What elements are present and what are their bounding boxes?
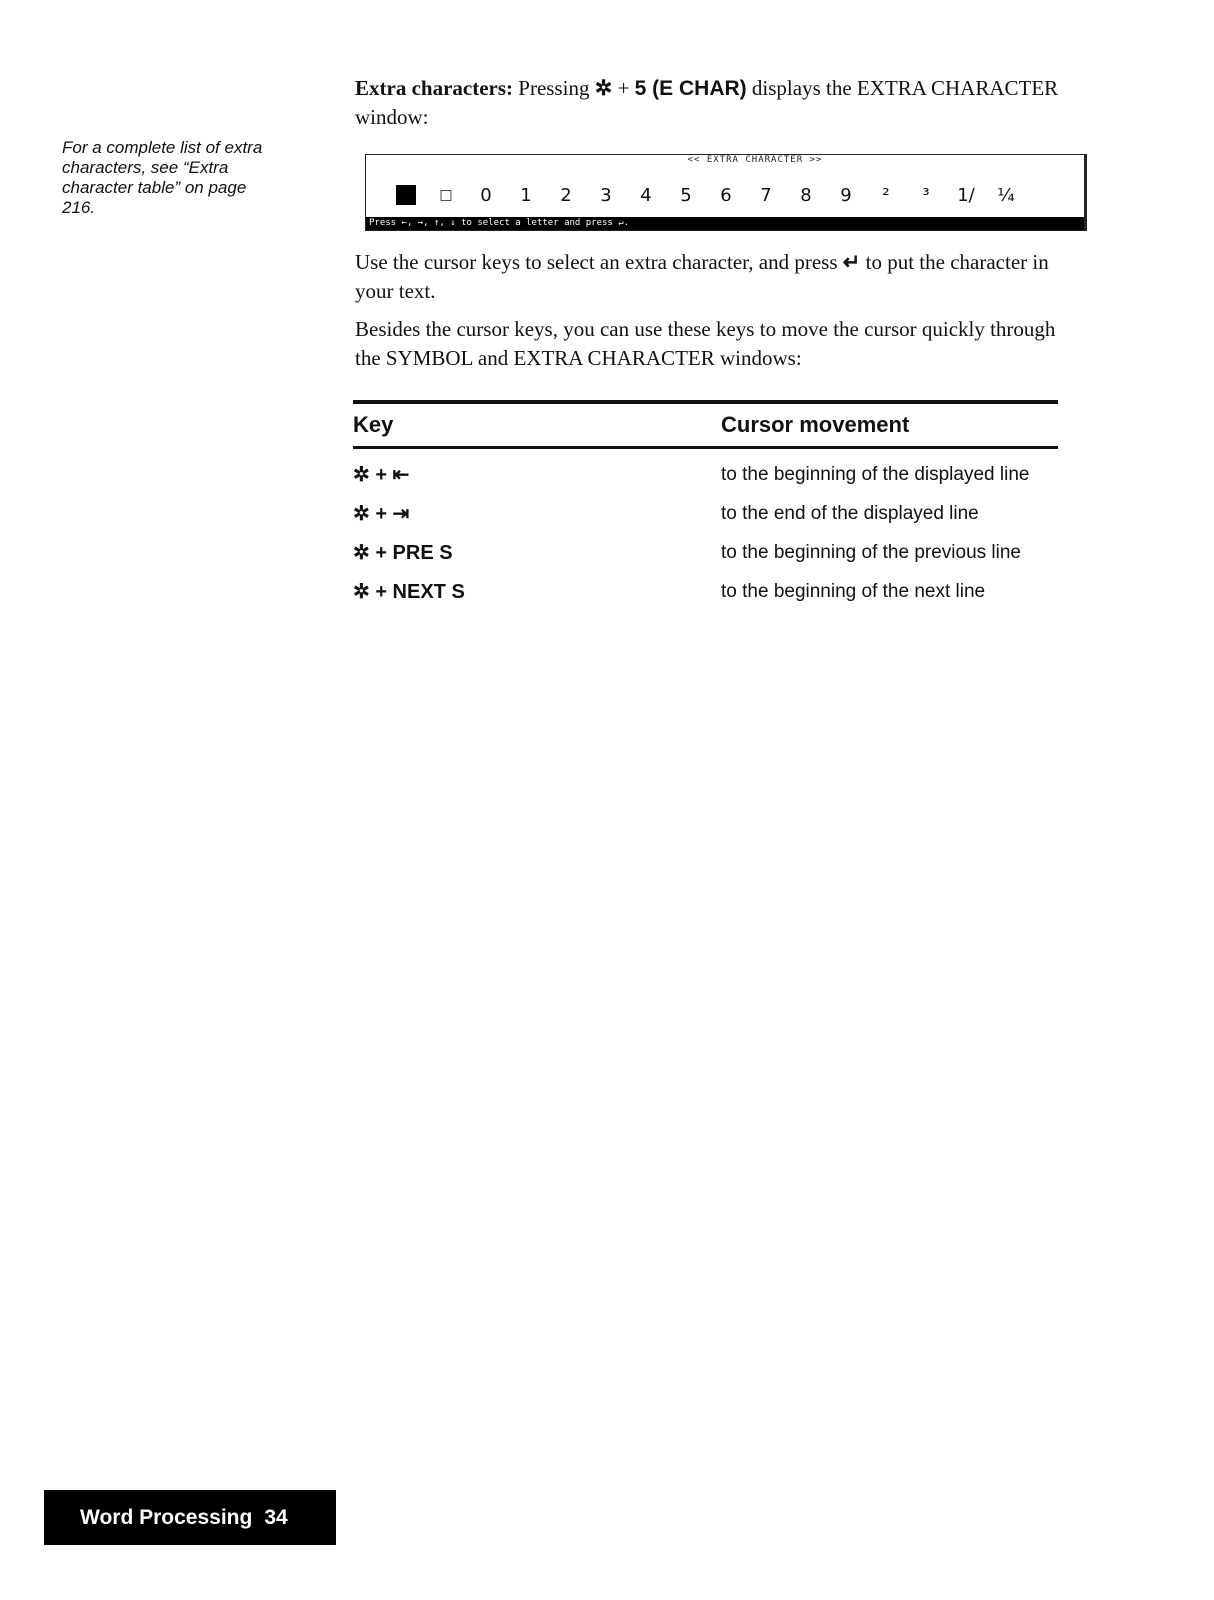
table-row	[353, 572, 1058, 611]
footer-section-tab	[44, 1490, 336, 1545]
intro-lead: Extra characters:	[355, 76, 514, 100]
table-row	[353, 455, 1058, 494]
code-key-icon: ✲	[594, 76, 613, 100]
char-cell[interactable]: 2	[560, 184, 572, 206]
row-movement: to the beginning of the previous line	[721, 541, 1021, 563]
header-key: Key	[353, 412, 394, 437]
window-title: << EXTRA CHARACTER >>	[687, 155, 823, 165]
margin-note: For a complete list of extra characters, see “Extra character table” on page 216.	[62, 138, 263, 217]
char-cell[interactable]: 4	[640, 184, 652, 206]
row-key: ✲ + ⇥	[353, 503, 410, 525]
besides-text: Besides the cursor keys, you can use these keys to move the cursor quickly through the SYMBOL and EXTRA CHARACTER windows:	[355, 317, 1056, 370]
enter-key-icon: ↵	[842, 250, 861, 274]
char-cell[interactable]: 0	[480, 184, 492, 206]
intro-text-1: Pressing	[513, 76, 595, 100]
besides-paragraph	[355, 315, 1085, 373]
char-cell[interactable]: 1	[520, 184, 532, 206]
row-movement: to the end of the displayed line	[721, 502, 979, 524]
key-combo: 5 (E CHAR)	[634, 77, 747, 100]
extra-character-window	[365, 154, 1087, 231]
char-cell[interactable]: 6	[720, 184, 732, 206]
character-row	[396, 181, 1026, 209]
intro-text-3: displays the EXTRA CHARACTER window:	[355, 76, 1059, 129]
char-cell[interactable]: 5	[680, 184, 692, 206]
char-cell[interactable]: 9	[840, 184, 852, 206]
row-key: ✲ + NEXT S	[353, 581, 465, 603]
selected-cursor-block[interactable]	[396, 185, 416, 205]
char-cell[interactable]: 8	[800, 184, 812, 206]
status-bar: Press ←, →, ↑, ↓ to select a letter and press ↵.	[366, 217, 1084, 230]
use-paragraph	[355, 248, 1085, 306]
intro-text-2: +	[612, 76, 635, 100]
row-key: ✲ + ⇤	[353, 464, 410, 486]
use-text-2: to put the character in your text.	[355, 250, 1049, 303]
char-cell[interactable]: 7	[760, 184, 772, 206]
row-key: ✲ + PRE S	[353, 542, 453, 564]
table-header	[353, 404, 1058, 446]
char-cell[interactable]: □	[439, 187, 453, 203]
char-cell[interactable]: 3	[600, 184, 612, 206]
char-cell[interactable]: ²	[882, 184, 890, 206]
char-cell[interactable]: 1/	[957, 184, 975, 206]
key-table	[353, 400, 1058, 611]
footer-section: Word Processing	[80, 1505, 253, 1529]
char-cell[interactable]: ¼	[997, 184, 1015, 206]
use-text-1: Use the cursor keys to select an extra character, and press	[355, 250, 843, 274]
char-cell[interactable]: ³	[922, 184, 930, 206]
row-movement: to the beginning of the next line	[721, 580, 986, 602]
header-movement: Cursor movement	[721, 412, 910, 437]
intro-paragraph	[355, 74, 1085, 132]
table-row	[353, 533, 1058, 572]
table-row	[353, 494, 1058, 533]
page-number: 34	[264, 1505, 288, 1529]
row-movement: to the beginning of the displayed line	[721, 463, 1030, 485]
